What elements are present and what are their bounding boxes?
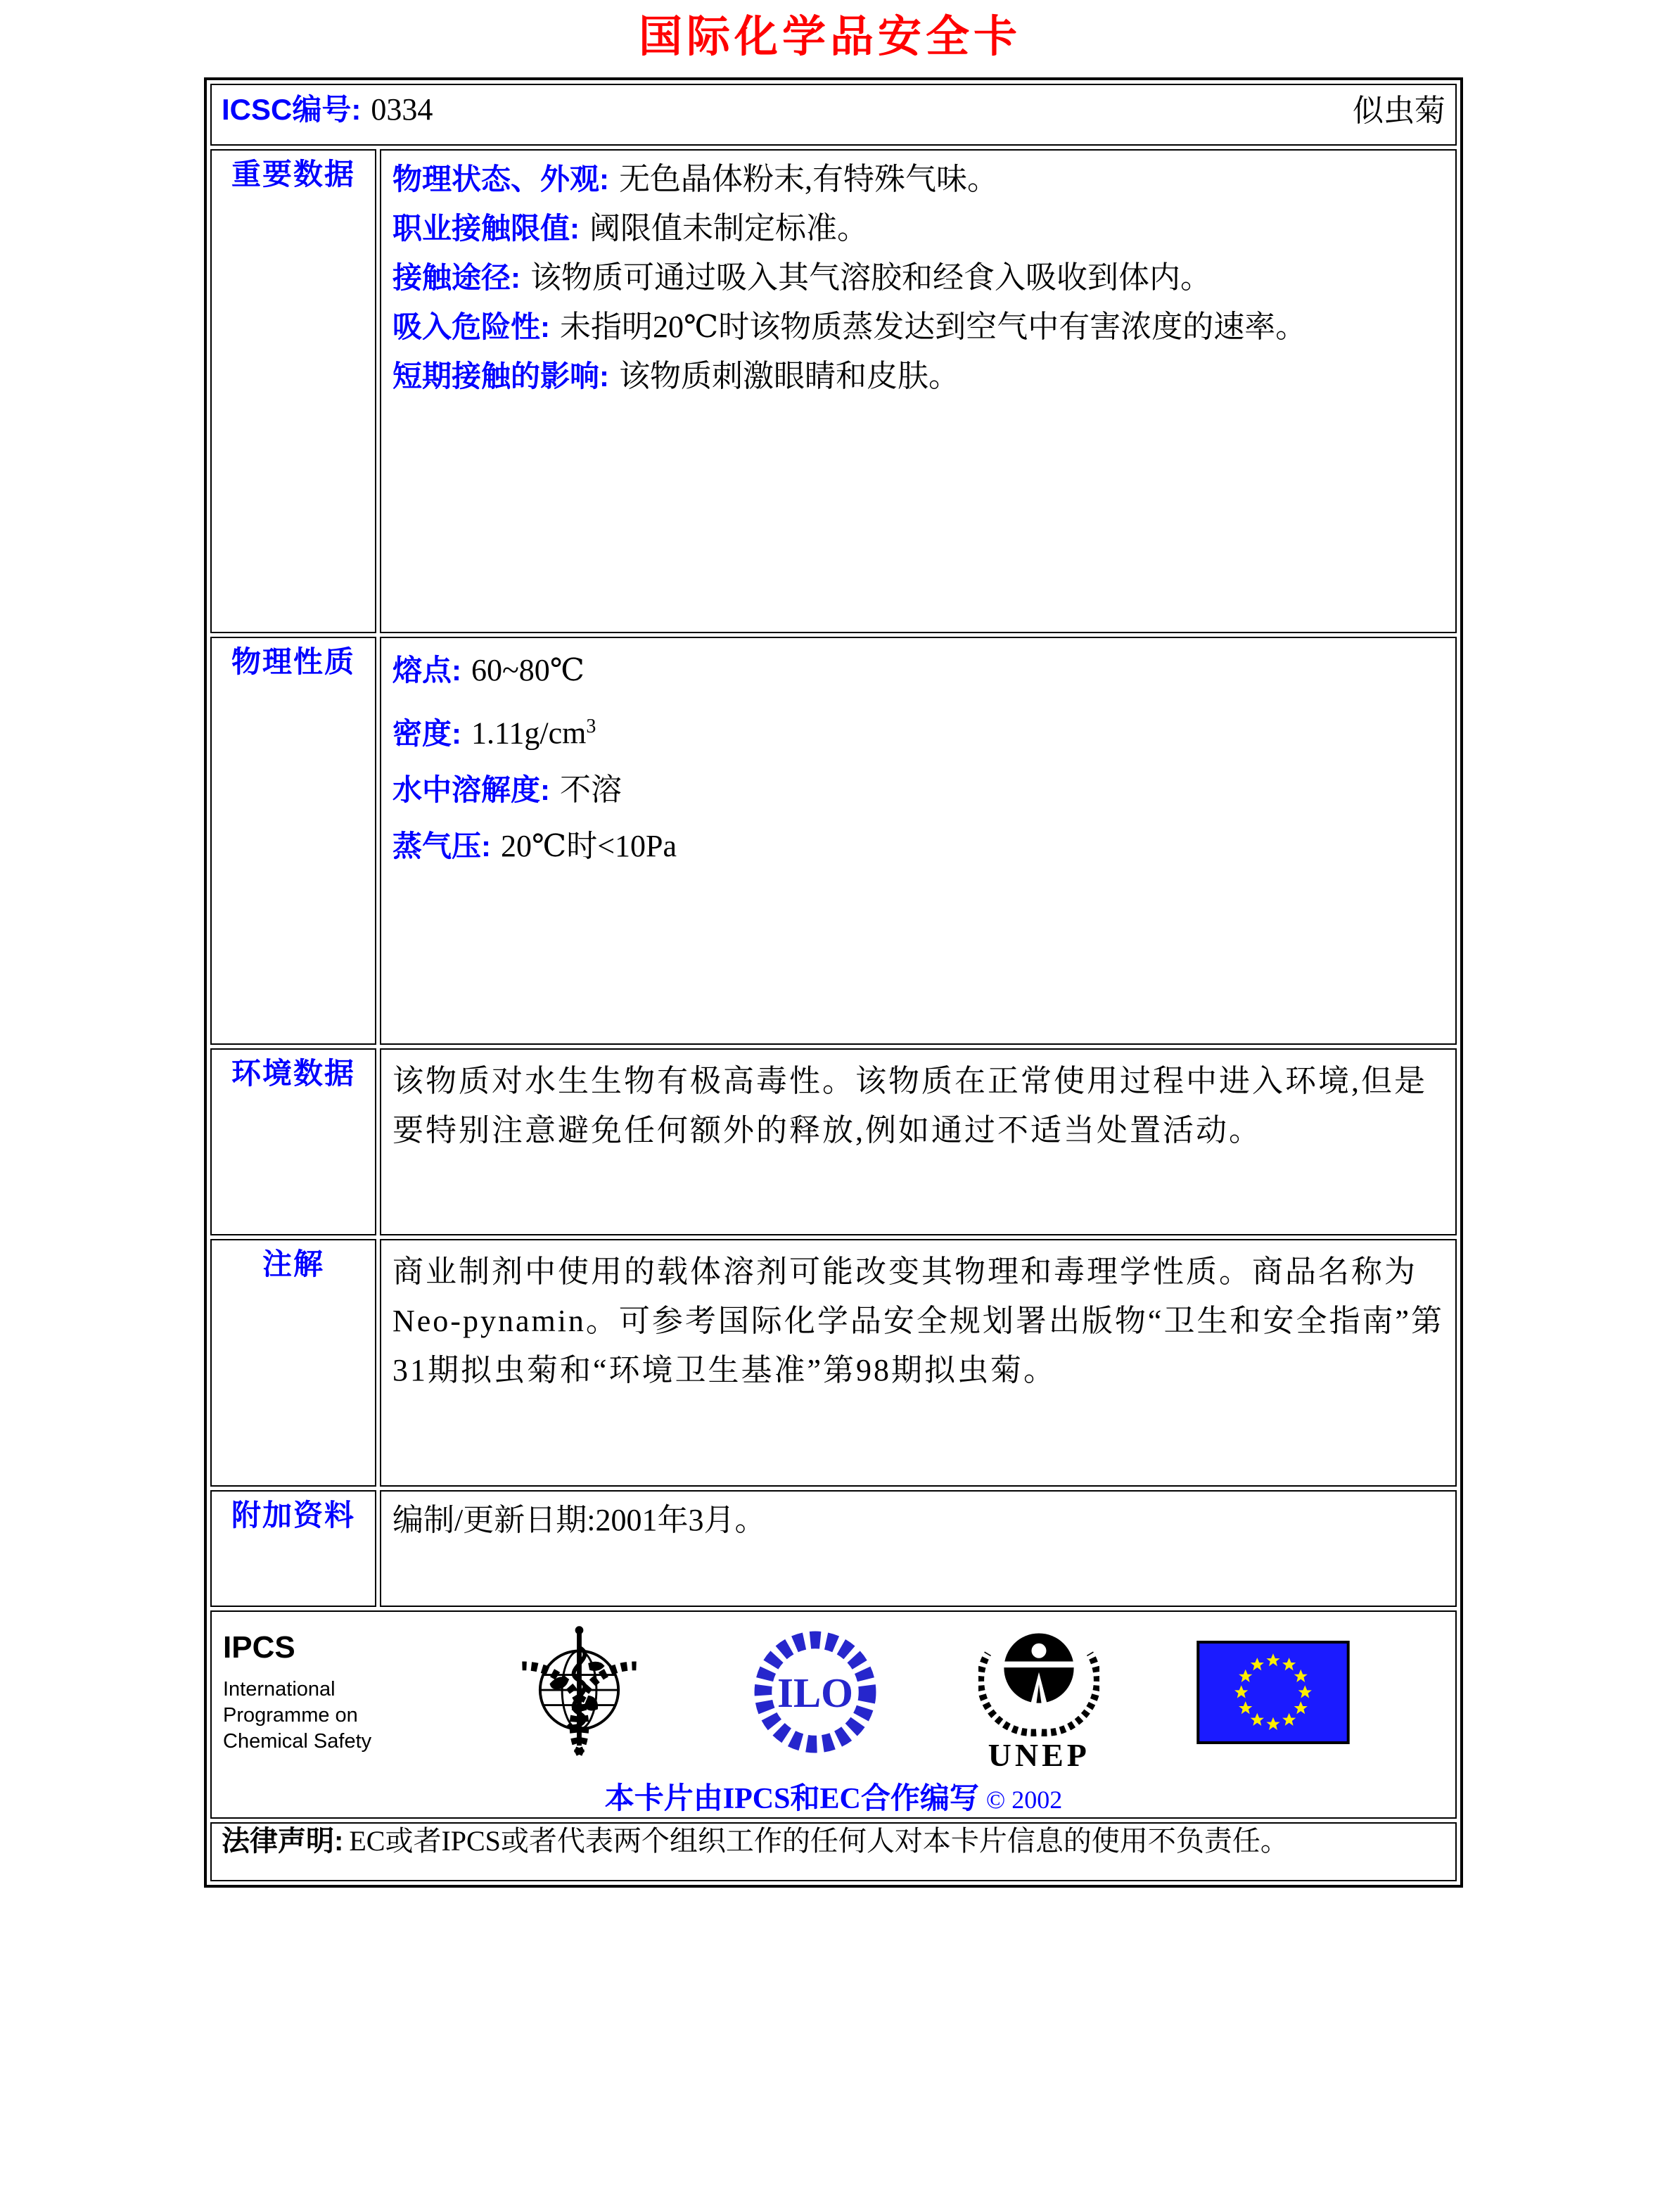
data-line (392, 642, 1444, 699)
data-line (392, 352, 1444, 401)
icsc-card-table (204, 77, 1463, 1888)
ipcs-line: International (223, 1677, 336, 1701)
data-line (392, 253, 1444, 303)
field-label: 职业接触限值: (392, 212, 580, 245)
header-row (210, 84, 1457, 146)
field-label: 熔点: (392, 654, 461, 687)
physical-properties-content (380, 637, 1457, 1045)
field-value: 60~80℃ (471, 653, 585, 687)
legal-row (210, 1822, 1457, 1881)
field-value: 无色晶体粉末,有特殊气味。 (619, 162, 998, 196)
field-value: 2001年3月。 (595, 1503, 766, 1537)
unep-logo-icon (978, 1610, 1099, 1742)
cooperation-caption (212, 1775, 1455, 1817)
row-label-physical (210, 637, 376, 1045)
logos-cell (210, 1610, 1457, 1819)
field-label: 编制/更新日期: (392, 1503, 596, 1537)
field-label: 短期接触的影响: (392, 360, 609, 393)
data-line (392, 155, 1444, 204)
header-cell (210, 84, 1457, 146)
row-label-text: 物理性质 (231, 645, 355, 678)
row-label-important (210, 149, 376, 633)
superscript: 3 (586, 716, 596, 737)
row-label-environment (210, 1048, 376, 1235)
ipcs-title: IPCS (223, 1629, 295, 1665)
field-label: 吸入危险性: (392, 310, 550, 343)
field-label: 密度: (392, 716, 461, 750)
data-line (392, 204, 1444, 253)
field-label: 物理状态、外观: (392, 163, 609, 196)
additional-info-content (380, 1490, 1457, 1607)
icsc-number-label: ICSC编号: (222, 93, 362, 126)
caption-text: 本卡片由IPCS和EC合作编写 (604, 1783, 979, 1815)
environment-text: 该物质对水生生物有极高毒性。该物质在正常使用过程中进入环境,但是要特别注意避免任何额外的释放,例如通过不适当处置活动。 (392, 1064, 1427, 1148)
row-label-notes (210, 1239, 376, 1487)
field-label: 水中溶解度: (392, 773, 550, 806)
icsc-number-value: 0334 (371, 92, 433, 127)
ilo-logo-text: ILO (777, 1670, 853, 1716)
legal-label: 法律声明: (222, 1826, 344, 1857)
physical-properties-row (210, 637, 1457, 1045)
row-label-text: 附加资料 (231, 1499, 355, 1532)
environmental-data-row (210, 1048, 1457, 1235)
data-line (392, 1496, 1444, 1545)
field-value: 20℃时<10Pa (501, 828, 677, 863)
icsc-number-group (222, 87, 433, 129)
field-value: 1.11g/cm (471, 716, 587, 751)
data-line (392, 699, 1444, 762)
unep-logo-text: UNEP (988, 1737, 1090, 1773)
row-label-text: 环境数据 (231, 1057, 355, 1090)
copyright-text: © 2002 (985, 1786, 1063, 1814)
chemical-name: 似虫菊 (1353, 94, 1445, 128)
additional-info-row (210, 1490, 1457, 1607)
notes-row (210, 1239, 1457, 1487)
ipcs-text-block (223, 1630, 410, 1755)
row-label-additional (210, 1490, 376, 1607)
row-label-text: 重要数据 (231, 158, 355, 191)
data-line (392, 762, 1444, 818)
field-label: 蒸气压: (392, 829, 491, 863)
data-line (392, 303, 1444, 352)
important-data-content (380, 149, 1457, 633)
ilo-logo-icon (748, 1625, 882, 1759)
logos-row (210, 1610, 1457, 1819)
field-value: 该物质刺激眼睛和皮肤。 (619, 359, 959, 393)
legal-text: EC或者IPCS或者代表两个组织工作的任何人对本卡片信息的使用不负责任。 (349, 1825, 1289, 1857)
field-value: 阈限值未制定标准。 (589, 211, 868, 246)
eu-flag-icon (1196, 1641, 1350, 1744)
page-title: 国际化学品安全卡 (638, 11, 1021, 62)
environmental-data-content (380, 1048, 1457, 1235)
unep-logo-block (978, 1610, 1099, 1774)
notes-text: 商业制剂中使用的载体溶剂可能改变其物理和毒理学性质。商品名称为Neo-pynamin。可参考国际化学品安全规划署出版物“卫生和安全指南”第31期拟虫菊和“环境卫生基准”第98期拟虫菊。 (392, 1254, 1444, 1387)
ipcs-line: Chemical Safety (223, 1729, 372, 1753)
field-value: 不溶 (560, 772, 622, 807)
important-data-row (210, 149, 1457, 633)
legal-cell (210, 1822, 1457, 1881)
field-value: 该物质可通过吸入其气溶胶和经食入吸收到体内。 (530, 260, 1211, 295)
row-label-text: 注解 (262, 1247, 324, 1280)
ipcs-line: Programme on (223, 1703, 358, 1727)
notes-content (380, 1239, 1457, 1487)
field-label: 接触途径: (392, 261, 521, 294)
field-value: 未指明20℃时该物质蒸发达到空气中有害浓度的速率。 (560, 310, 1307, 344)
data-line (392, 818, 1444, 875)
who-logo-icon (507, 1623, 651, 1761)
